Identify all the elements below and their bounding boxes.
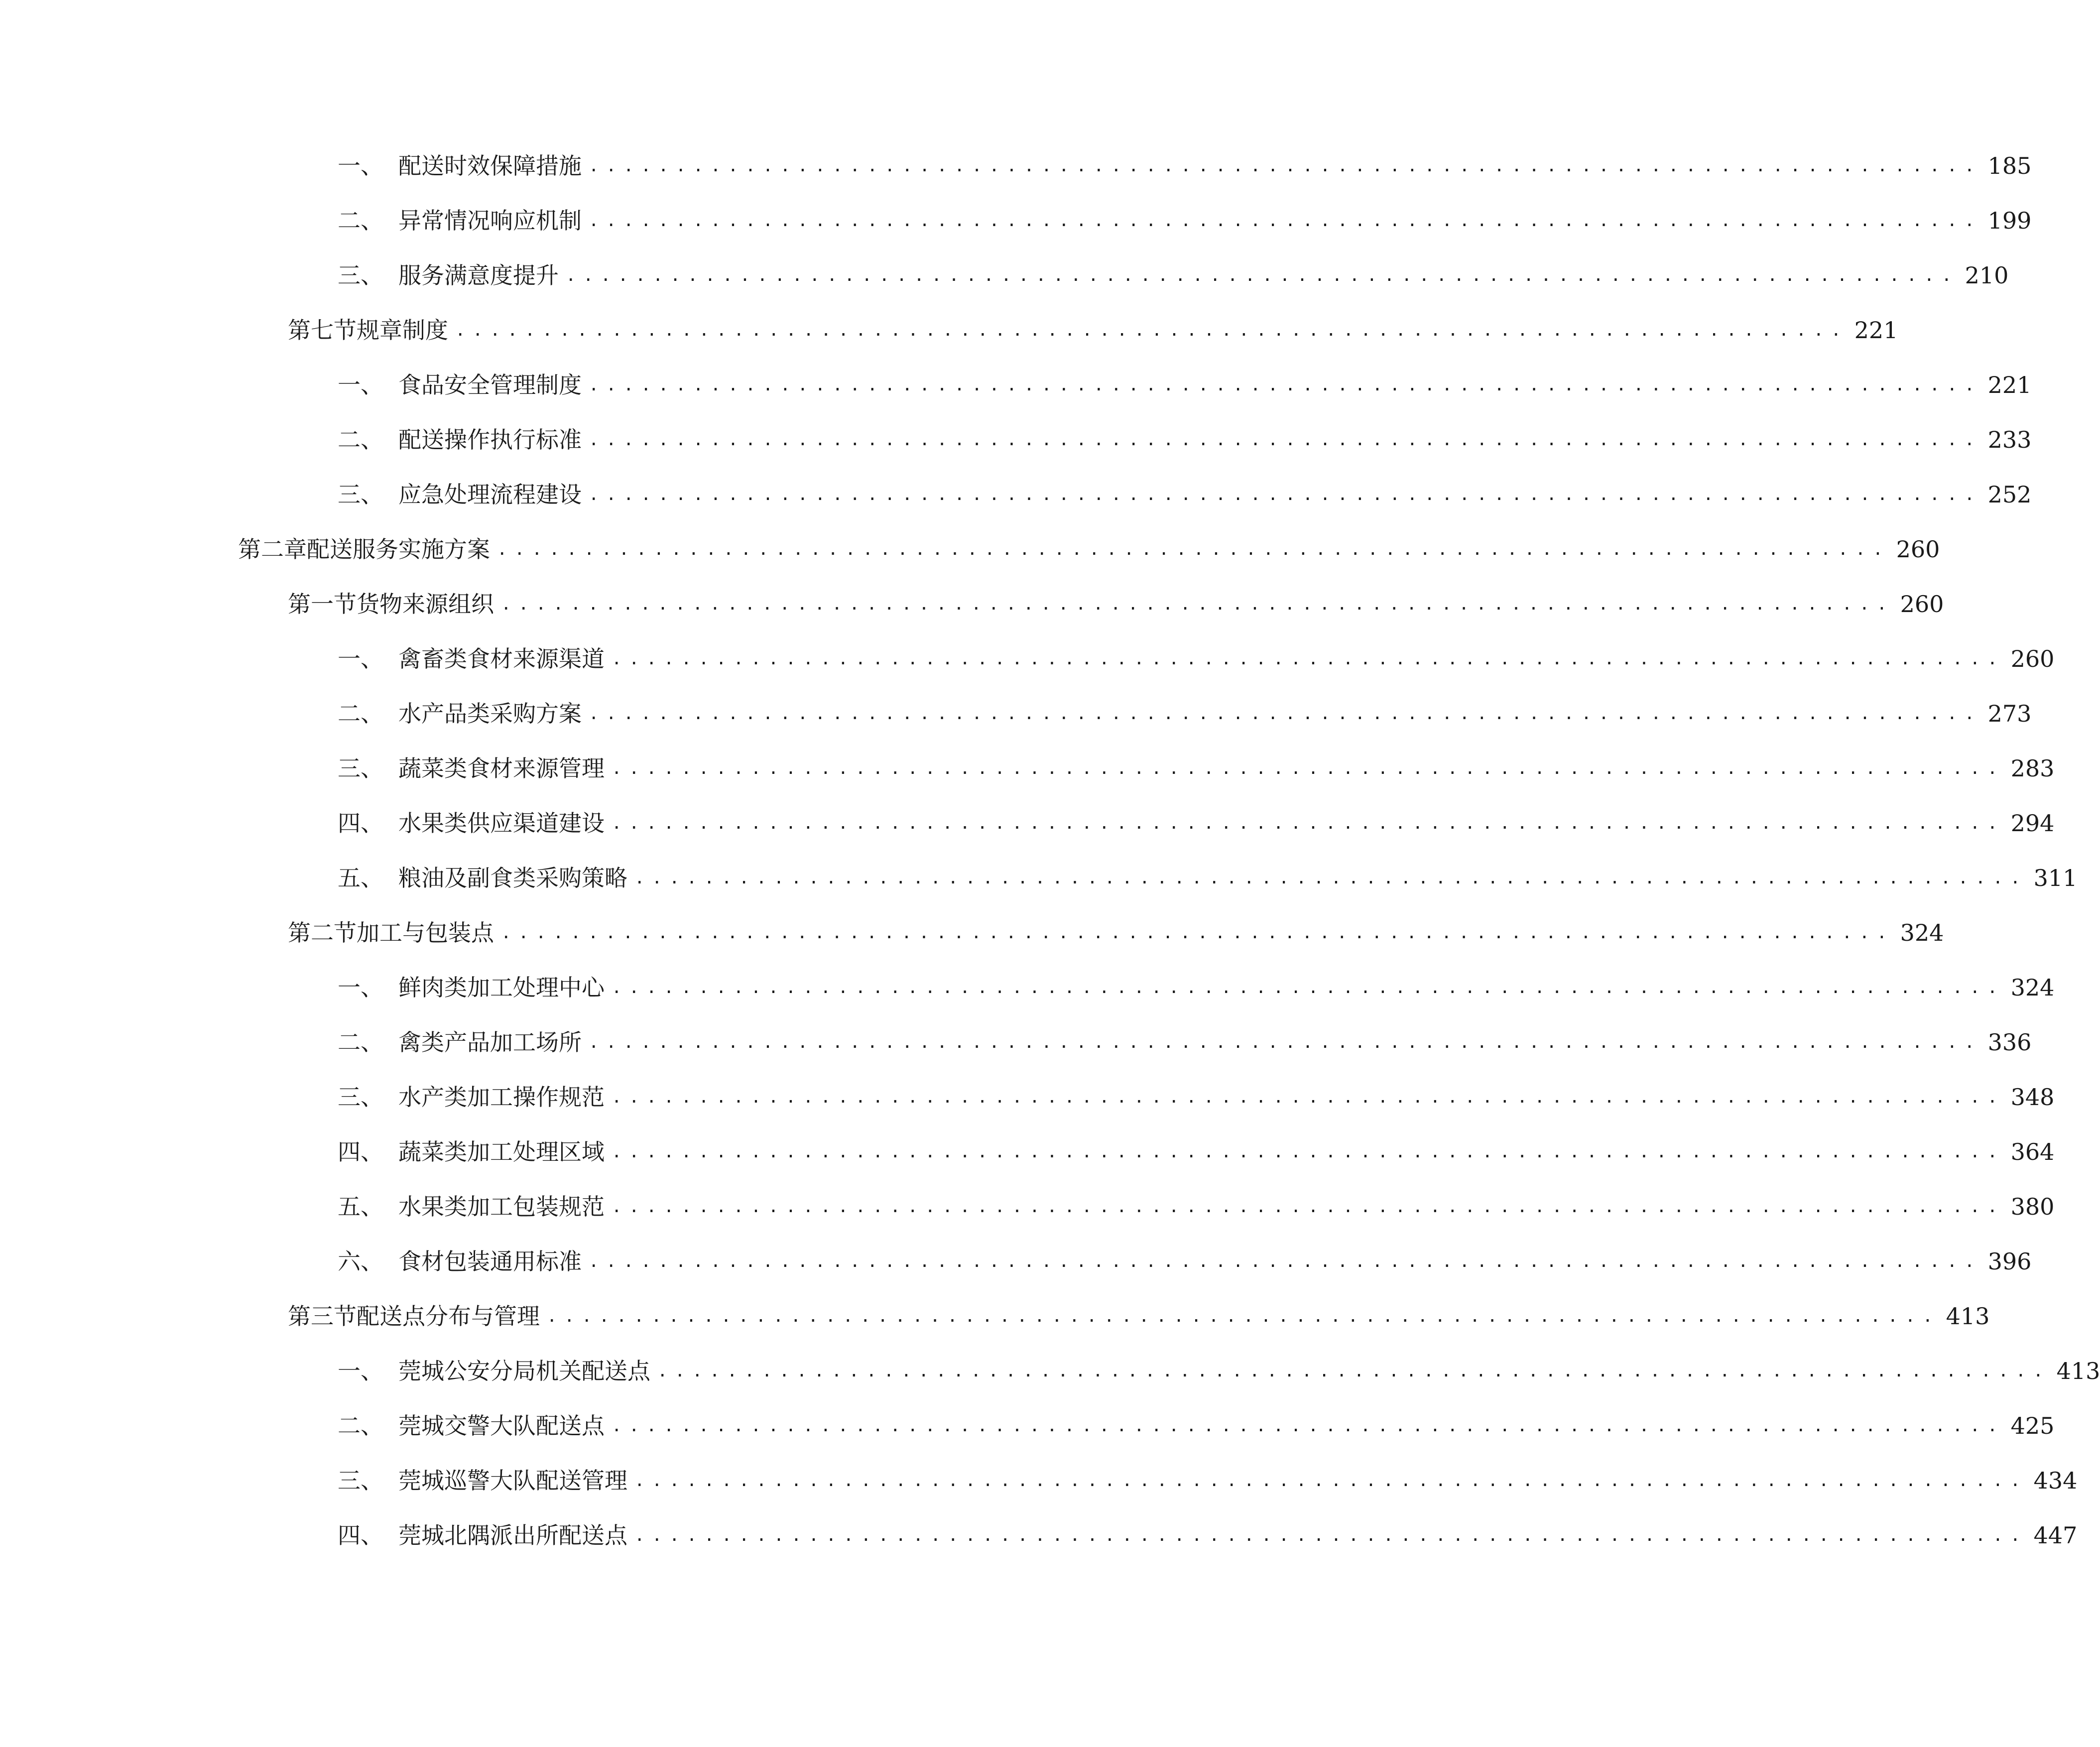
dot-leader: ................................................................................ [589, 1251, 1982, 1271]
toc-section-entry[interactable] [288, 310, 1898, 350]
toc-entry-title: 货物来源组织 [357, 591, 494, 618]
toc-entry-page: 260 [1900, 591, 1944, 618]
toc-entry-title: 水果类加工包装规范 [398, 1193, 605, 1220]
toc-entry-number: 第二节 [288, 919, 357, 946]
toc-entry[interactable] [338, 639, 2055, 679]
toc-entry-number: 第七节 [288, 317, 357, 344]
dot-leader: ................................................................................ [589, 485, 1982, 504]
toc-entry-title: 配送服务实施方案 [307, 536, 490, 563]
toc-entry-page: 425 [2010, 1412, 2055, 1439]
toc-entry-number: 三、 [338, 481, 383, 508]
dot-leader: ................................................................................ [634, 1525, 2028, 1545]
toc-entry[interactable] [338, 1132, 2055, 1172]
dot-leader: ................................................................................ [501, 594, 1894, 614]
toc-entry-title: 蔬菜类加工处理区域 [398, 1138, 605, 1165]
dot-leader: ................................................................................ [497, 539, 1890, 559]
toc-entry-number: 四、 [338, 810, 383, 837]
toc-entry-number: 二、 [338, 207, 383, 234]
toc-entry-page: 380 [2010, 1193, 2055, 1220]
toc-entry-number: 三、 [338, 262, 383, 289]
toc-entry-page: 221 [1854, 317, 1898, 344]
toc-entry-number: 四、 [338, 1138, 383, 1165]
dot-leader: ................................................................................ [612, 1416, 2005, 1436]
toc-entry-number: 一、 [338, 645, 383, 672]
toc-entry-number: 第二章 [238, 536, 307, 563]
dot-leader: ................................................................................ [612, 1087, 2005, 1107]
toc-entry-page: 447 [2033, 1522, 2078, 1549]
dot-leader: ................................................................................ [589, 156, 1982, 176]
toc-entry-page: 311 [2033, 865, 2078, 891]
toc-entry[interactable] [338, 201, 2032, 241]
toc-entry-page: 283 [2010, 755, 2055, 782]
dot-leader: ................................................................................ [589, 375, 1982, 395]
toc-entry-number: 三、 [338, 1084, 383, 1111]
dot-leader: ................................................................................ [589, 704, 1982, 724]
toc-entry-number: 四、 [338, 1522, 383, 1549]
toc-entry-page: 413 [2056, 1358, 2100, 1384]
toc-entry-number: 二、 [338, 426, 383, 453]
toc-entry-page: 396 [1987, 1248, 2032, 1275]
toc-entry-title: 食材包装通用标准 [398, 1248, 582, 1275]
dot-leader: ................................................................................ [547, 1306, 1940, 1326]
toc-entry-page: 336 [1987, 1029, 2032, 1056]
toc-entry[interactable] [338, 749, 2055, 788]
toc-entry[interactable] [338, 694, 2032, 734]
toc-entry[interactable] [338, 420, 2032, 460]
toc-entry-title: 配送时效保障措施 [398, 152, 582, 179]
toc-entry-number: 一、 [338, 1358, 383, 1384]
toc-entry-number: 一、 [338, 372, 383, 398]
dot-leader: ................................................................................ [589, 1032, 1982, 1052]
dot-leader: ................................................................................ [612, 1197, 2005, 1217]
toc-entry[interactable] [338, 1077, 2055, 1117]
dot-leader: ................................................................................ [634, 868, 2028, 888]
toc-entry-number: 二、 [338, 1029, 383, 1056]
toc-entry[interactable] [338, 1187, 2055, 1227]
toc-entry-number: 第三节 [288, 1303, 357, 1330]
toc-entry-title: 异常情况响应机制 [398, 207, 582, 234]
dot-leader: ................................................................................ [612, 649, 2005, 669]
toc-entry-title: 服务满意度提升 [398, 262, 559, 289]
toc-entry-title: 莞城公安分局机关配送点 [398, 1358, 650, 1384]
toc-section-entry[interactable] [288, 913, 1944, 953]
toc-entry-title: 粮油及副食类采购策略 [398, 865, 627, 891]
toc-entry[interactable] [338, 255, 2009, 295]
toc-entry-title: 水果类供应渠道建设 [398, 810, 605, 837]
toc-entry-number: 第一节 [288, 591, 357, 618]
toc-entry-title: 规章制度 [357, 317, 448, 344]
dot-leader: ................................................................................ [657, 1361, 2051, 1381]
toc-entry-page: 260 [1896, 536, 1940, 563]
dot-leader: ................................................................................ [589, 430, 1982, 450]
dot-leader: ................................................................................ [566, 265, 1959, 285]
toc-entry-title: 水产类加工操作规范 [398, 1084, 605, 1111]
toc-entry-page: 221 [1987, 372, 2032, 398]
toc-entry[interactable] [338, 365, 2032, 405]
toc-entry[interactable] [338, 968, 2055, 1007]
toc-entry-page: 294 [2010, 810, 2055, 837]
toc-entry-title: 鲜肉类加工处理中心 [398, 974, 605, 1001]
toc-entry-number: 一、 [338, 974, 383, 1001]
dot-leader: ................................................................................ [455, 320, 1849, 340]
toc-entry-number: 五、 [338, 865, 383, 891]
toc-entry[interactable] [338, 1022, 2032, 1062]
toc-entry-number: 五、 [338, 1193, 383, 1220]
toc-entry-title: 莞城巡警大队配送管理 [398, 1467, 627, 1494]
toc-entry-number: 三、 [338, 1467, 383, 1494]
toc-chapter-entry[interactable] [238, 529, 1940, 569]
toc-entry-title: 水产品类采购方案 [398, 700, 582, 727]
toc-entry-page: 252 [1987, 481, 2032, 508]
toc-section-entry[interactable] [288, 1296, 1990, 1336]
toc-entry-number: 六、 [338, 1248, 383, 1275]
toc-entry-page: 273 [1987, 700, 2032, 727]
toc-entry[interactable] [338, 1461, 2078, 1500]
toc-entry-page: 210 [1965, 262, 2009, 289]
toc-entry[interactable] [338, 146, 2032, 186]
toc-entry-number: 二、 [338, 700, 383, 727]
toc-entry-number: 一、 [338, 152, 383, 179]
toc-entry[interactable] [338, 1351, 2100, 1391]
toc-entry-page: 413 [1946, 1303, 1990, 1330]
toc-entry[interactable] [338, 1242, 2032, 1281]
toc-entry-title: 莞城交警大队配送点 [398, 1412, 605, 1439]
dot-leader: ................................................................................ [634, 1471, 2028, 1491]
toc-entry-number: 二、 [338, 1412, 383, 1439]
dot-leader: ................................................................................ [612, 978, 2005, 998]
toc-entry[interactable] [338, 1515, 2078, 1555]
dot-leader: ................................................................................ [612, 813, 2005, 833]
toc-entry-title: 配送操作执行标准 [398, 426, 582, 453]
toc-entry-title: 应急处理流程建设 [398, 481, 582, 508]
toc-entry[interactable] [338, 475, 2032, 514]
toc-entry-page: 324 [1900, 919, 1944, 946]
dot-leader: ................................................................................ [501, 923, 1894, 943]
dot-leader: ................................................................................ [612, 1142, 2005, 1162]
toc-entry-page: 434 [2033, 1467, 2078, 1494]
toc-entry-page: 324 [2010, 974, 2055, 1001]
toc-entry-number: 三、 [338, 755, 383, 782]
toc-entry[interactable] [338, 803, 2055, 843]
toc-entry-title: 禽类产品加工场所 [398, 1029, 582, 1056]
toc-entry-page: 364 [2010, 1138, 2055, 1165]
toc-entry[interactable] [338, 858, 2078, 898]
toc-entry-page: 185 [1987, 152, 2032, 179]
toc-entry-title: 禽畜类食材来源渠道 [398, 645, 605, 672]
toc-entry-title: 莞城北隅派出所配送点 [398, 1522, 627, 1549]
toc-section-entry[interactable] [288, 584, 1944, 624]
toc-entry-title: 配送点分布与管理 [357, 1303, 540, 1330]
toc-entry-page: 199 [1987, 207, 2032, 234]
toc-entry-page: 233 [1987, 426, 2032, 453]
dot-leader: ................................................................................ [589, 211, 1982, 231]
toc-entry[interactable] [338, 1406, 2055, 1446]
dot-leader: ................................................................................ [612, 758, 2005, 778]
toc-entry-title: 加工与包装点 [357, 919, 494, 946]
toc-entry-title: 蔬菜类食材来源管理 [398, 755, 605, 782]
toc-entry-page: 348 [2010, 1084, 2055, 1111]
toc-entry-title: 食品安全管理制度 [398, 372, 582, 398]
toc-entry-page: 260 [2010, 645, 2055, 672]
